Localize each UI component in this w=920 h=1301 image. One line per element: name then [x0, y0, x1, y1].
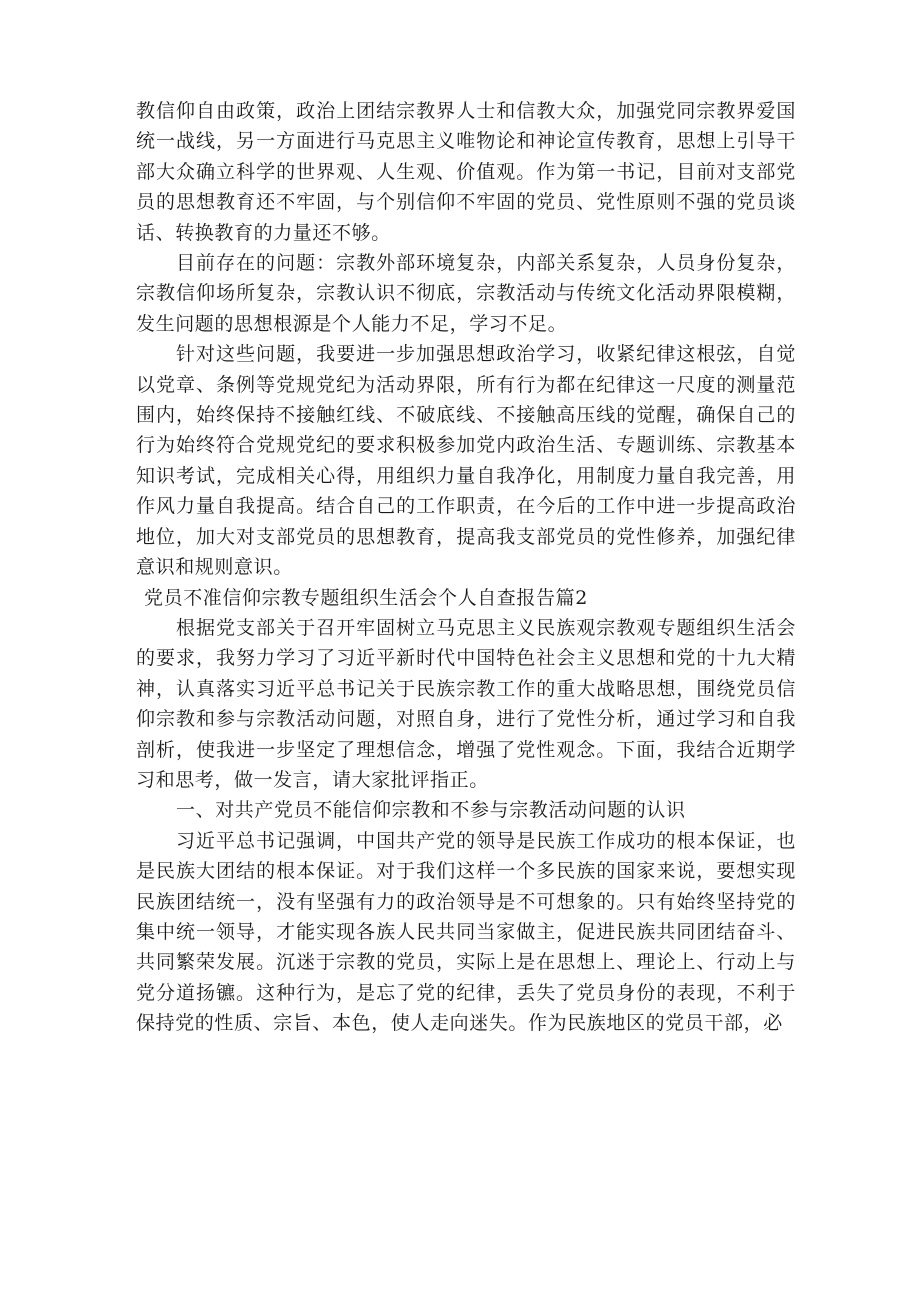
- paragraph-understanding: 习近平总书记强调，中国共产党的领导是民族工作成功的根本保证，也是民族大团结的根本保证。对于我们这样一个多民族的国家来说，要想实现民族团结统一，没有坚强有力的政治领导是不可想象的。只有始终坚持党的集中统一领导，才能实现各族人民共同当家做主，促进民族共同团结奋斗、共同繁荣发展。沉迷于宗教的党员，实际上是在思想上、理论上、行动上与党分道扬镳。这种行为，是忘了党的纪律，丢失了党员身份的表现，不利于保持党的性质、宗旨、本色，使人走向迷失。作为民族地区的党员干部，必: [136, 829, 796, 1035]
- document-page: [136, 96, 796, 1039]
- paragraph-intro: 根据党支部关于召开牢固树立马克思主义民族观宗教观专题组织生活会的要求，我努力学习了习近平新时代中国特色社会主义思想和党的十九大精神，认真落实习近平总书记关于民族宗教工作的重大战略思想，围绕党员信仰宗教和参与宗教活动问题，对照自身，进行了党性分析，通过学习和自我剖析，使我进一步坚定了理想信念，增强了党性观念。下面，我结合近期学习和思考，做一发言，请大家批评指正。: [136, 616, 796, 791]
- section-title: 党员不准信仰宗教专题组织生活会个人自查报告篇2: [144, 586, 588, 609]
- subheading-1: 一、对共产党员不能信仰宗教和不参与宗教活动问题的认识: [176, 799, 686, 822]
- paragraph-problems: 目前存在的问题：宗教外部环境复杂，内部关系复杂，人员身份复杂，宗教信仰场所复杂，宗教认识不彻底，宗教活动与传统文化活动界限模糊，发生问题的思想根源是个人能力不足，学习不足。: [136, 252, 796, 335]
- paragraph-measures: 针对这些问题，我要进一步加强思想政治学习，收紧纪律这根弦，自觉以党章、条例等党规党纪为活动界限，所有行为都在纪律这一尺度的测量范围内，始终保持不接触红线、不破底线、不接触高压线的觉醒，确保自己的行为始终符合党规党纪的要求积极参加党内政治生活、专题训练、宗教基本知识考试，完成相关心得，用组织力量自我净化，用制度力量自我完善，用作风力量自我提高。结合自己的工作职责，在今后的工作中进一步提高政治地位，加大对支部党员的思想教育，提高我支部党员的党性修养，加强纪律意识和规则意识。: [136, 343, 796, 579]
- paragraph-continuation: 教信仰自由政策，政治上团结宗教界人士和信教大众，加强党同宗教界爱国统一战线，另一方面进行马克思主义唯物论和神论宣传教育，思想上引导干部大众确立科学的世界观、人生观、价值观。作为第一书记，目前对支部党员的思想教育还不牢固，与个别信仰不牢固的党员、党性原则不强的党员谈话、转换教育的力量还不够。: [136, 100, 796, 244]
